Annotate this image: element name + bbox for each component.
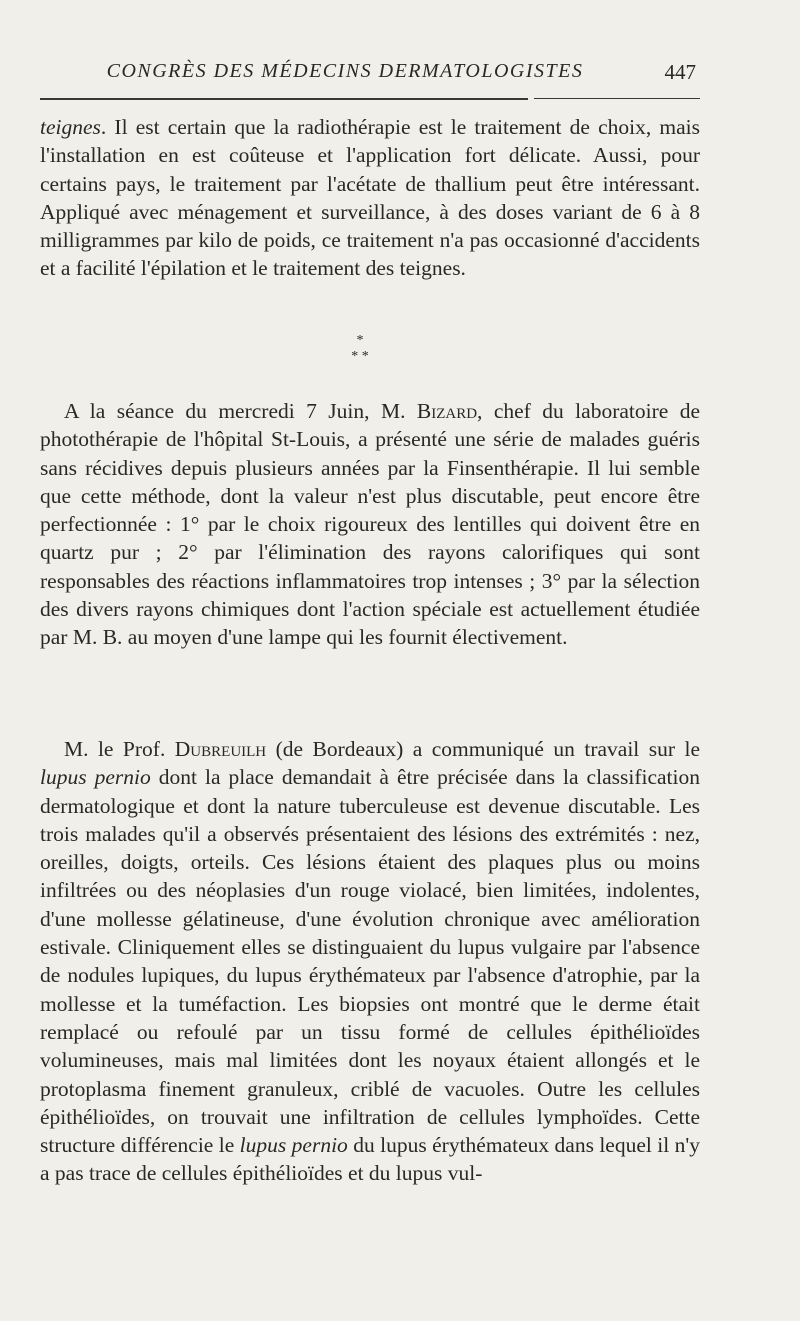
- paragraph-text: A la séance du mercredi 7 Juin, M.: [64, 399, 417, 423]
- paragraph-text: , chef du laboratoire de photothérapie de l'hôpital St-Louis, a présenté une série de malades guéris sans récidives depuis plusieurs années par la Finsenthérapie. Il lui semble que cette méthode, dont la valeur n'est plus discutable, peut encore être perfectionnée : 1° par le choix rigoureux des lentilles qui doivent être en quartz pur ; 2° par l'élimination des rayons calorifiques qui sont responsables des réactions inflammatoires trop intenses ; 3° par la sélection des divers rayons chimiques dont l'action spéciale est actuellement étudiée par M. B. au moyen d'une lampe qui les fournit électivement.: [40, 399, 701, 650]
- running-title: CONGRÈS DES MÉDECINS DERMATOLOGISTES: [106, 60, 584, 82]
- running-head: [40, 60, 700, 90]
- header-rule-short: [534, 98, 700, 99]
- author-name: Bizard: [416, 399, 478, 423]
- header-rule: [40, 98, 528, 100]
- section-asterism: [330, 333, 390, 365]
- asterism-bottom: * *: [351, 349, 369, 364]
- paragraph-text: (de Bordeaux) a communiqué un travail sur le: [266, 737, 700, 761]
- paragraph-bizard: [40, 397, 700, 652]
- paragraph-thallium: [40, 113, 700, 283]
- paragraph-text: dont la place demandait à être précisée dans la classification dermatologique et dont la nature tuberculeuse est devenue discutable. Les trois malades qu'il a observés présentaient des lésions des extrémités : nez, oreilles, doigts, orteils. Ces lésions étaient des plaques plus ou moins infiltrées ou des néoplasies d'un rouge violacé, bien limitées, indolentes, d'une mollesse gélatineuse, d'une évolution chronique avec amélioration estivale. Cliniquement elles se distinguaient du lupus vulgaire par l'absence de nodules lupiques, du lupus érythémateux par l'absence d'atrophie, par la mollesse et la tuméfaction. Les biopsies ont montré que le derme était remplacé ou refoulé par un tissu formé de cellules épithélioïdes volumineuses, mais mal limitées dont les noyaux étaient allongés et le protoplasma finement granuleux, criblé de vacuoles. Outre les cellules épithélioïdes, on trouvait une infiltration de cellules lymphoïdes. Cette structure différencie le: [40, 765, 700, 1158]
- italic-term: teignes: [40, 115, 101, 139]
- paragraph-text: du lupus érythémateux dans lequel il n'y a pas trace de cellules épithélioïdes et du lupus vul-: [40, 1133, 700, 1186]
- paragraph-text: . Il est certain que la radiothérapie est le traitement de choix, mais l'installation en est coûteuse et l'application fort délicate. Aussi, pour certains pays, le traitement par l'acétate de thallium peut être intéressant. Appliqué avec ménagement et surveillance, à des doses variant de 6 à 8 milligrammes par kilo de poids, ce traitement n'a pas occasionné d'accidents et a facilité l'épilation et le traitement des teignes.: [40, 115, 700, 281]
- paragraph-dubreuilh: [40, 735, 700, 1188]
- paragraph-text: M. le Prof.: [64, 737, 175, 761]
- author-name: Dubreuilh: [174, 737, 267, 761]
- italic-term: lupus pernio: [239, 1133, 348, 1158]
- asterism-top: *: [356, 333, 364, 348]
- page-number: 447: [664, 60, 696, 84]
- italic-term: lupus pernio: [40, 765, 151, 790]
